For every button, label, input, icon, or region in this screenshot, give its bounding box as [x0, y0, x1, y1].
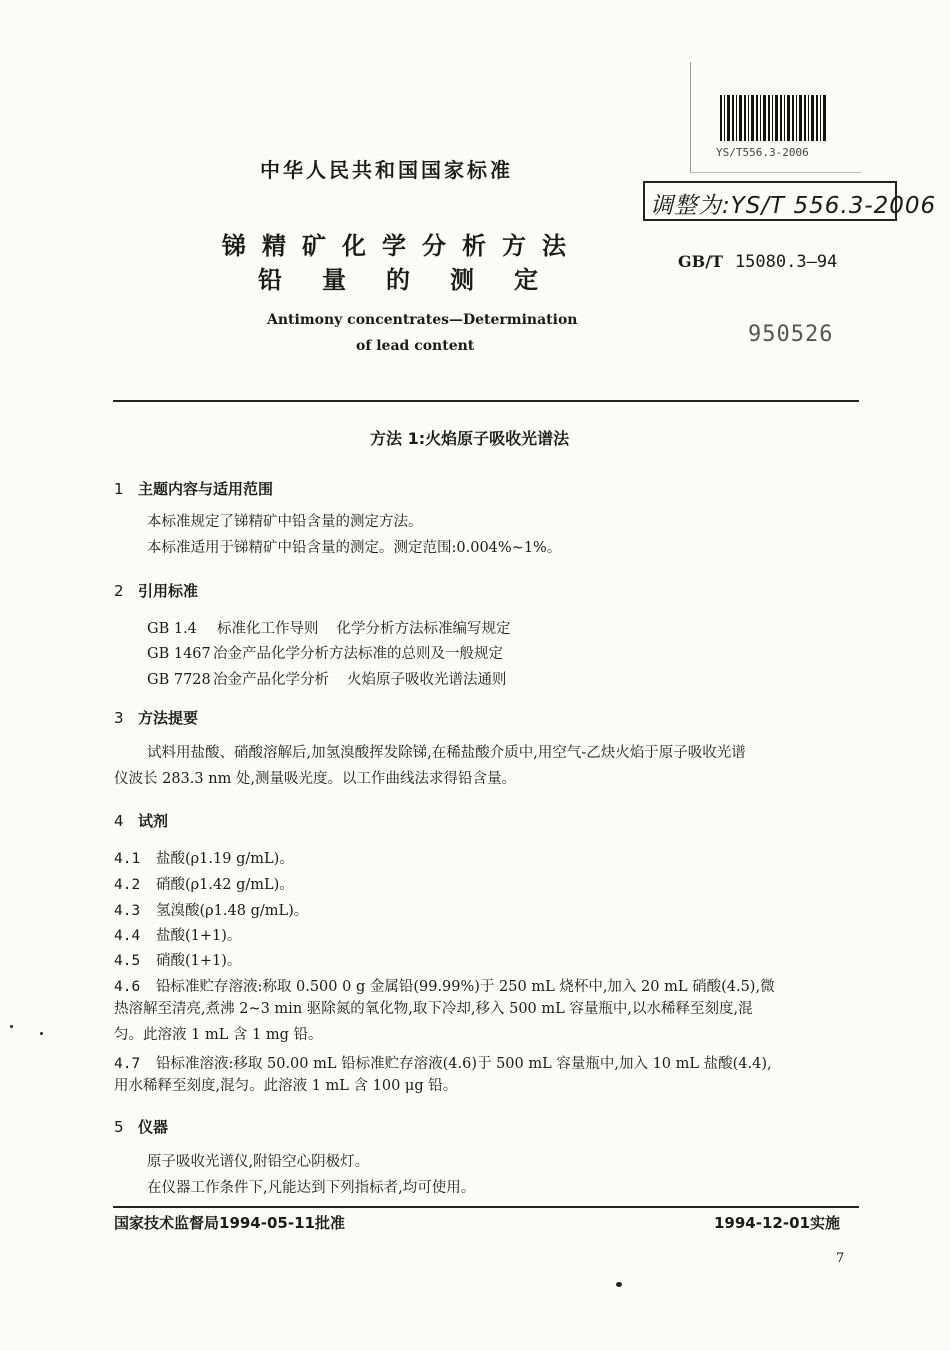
section-4-heading — [114, 810, 168, 831]
section-3-heading — [114, 707, 198, 728]
barcode-image — [720, 95, 828, 141]
reference-code: GB 7728 — [147, 672, 211, 688]
top-divider — [113, 400, 859, 402]
standard-prefix: GB/T — [678, 252, 723, 271]
section-number: 3 — [114, 709, 124, 727]
effective-date: 1994-12-01实施 — [714, 1214, 840, 1232]
section-number: 1 — [114, 480, 124, 498]
scan-speck — [616, 1282, 622, 1287]
reagent-item — [114, 847, 294, 868]
reagent-item — [114, 899, 308, 920]
reference-item — [147, 668, 507, 689]
reagent-item — [114, 873, 294, 894]
section-5-para-1: 原子吸收光谱仪,附铅空心阴极灯。 — [147, 1154, 370, 1170]
approval-date: 国家技术监督局1994-05-11批准 — [114, 1214, 345, 1232]
section-3-line-1: 试料用盐酸、硝酸溶解后,加氢溴酸挥发除锑,在稀盐酸介质中,用空气-乙炔火焰于原子吸收光谱 — [147, 745, 746, 761]
section-5-heading — [114, 1116, 168, 1137]
scan-speck — [40, 1032, 43, 1035]
reference-code: GB 1467 — [147, 646, 211, 662]
section-title: 试剂 — [138, 812, 169, 830]
item-number: 4.1 — [114, 851, 141, 867]
item-number: 4.7 — [114, 1056, 141, 1072]
standard-number: 15080.3—94 — [734, 252, 838, 272]
reagent-item — [114, 949, 241, 970]
method-title: 方法 1:火焰原子吸收光谱法 — [370, 429, 570, 448]
section-1-para-1: 本标准规定了锑精矿中铅含量的测定方法。 — [147, 514, 423, 530]
section-title: 方法提要 — [138, 709, 199, 727]
item-number: 4.5 — [114, 953, 141, 969]
section-3-line-2: 仪波长 283.3 nm 处,测量吸光度。以工作曲线法求得铅含量。 — [114, 771, 517, 787]
bottom-divider — [113, 1206, 859, 1208]
reference-text: 标准化工作导则 — [217, 621, 319, 637]
item-text-line-1: 铅标准溶液:移取 50.00 mL 铅标准贮存溶液(4.6)于 500 mL 容量瓶中,加入 10 mL 盐酸(4.4), — [156, 1056, 772, 1072]
reference-code: GB 1.4 — [147, 621, 197, 637]
scan-speck — [10, 1025, 13, 1028]
section-1-para-2: 本标准适用于锑精矿中铅含量的测定。测定范围:0.004%~1%。 — [147, 540, 562, 556]
item-text: 氢溴酸(ρ1.48 g/mL)。 — [156, 903, 309, 919]
document-title-line1: 锑精矿化学分析方法 — [222, 232, 582, 260]
document-title-line2: 铅量的测定 — [258, 266, 578, 294]
item-number: 4.3 — [114, 903, 141, 919]
reference-text: 冶金产品化学分析方法标准的总则及一般规定 — [213, 646, 503, 662]
item-text-line-2: 热溶解至清亮,煮沸 2~3 min 驱除氮的氧化物,取下冷却,移入 500 mL 容量瓶中,以水稀释至刻度,混 — [114, 1001, 753, 1017]
adjustment-note: 调整为:YS/T 556.3-2006 — [650, 193, 937, 219]
section-number: 2 — [114, 582, 124, 600]
section-number: 4 — [114, 812, 124, 830]
section-number: 5 — [114, 1118, 124, 1136]
reagent-item-4-6 — [114, 975, 775, 996]
item-text: 盐酸(ρ1.19 g/mL)。 — [156, 851, 294, 867]
section-1-heading — [114, 478, 273, 499]
reference-text-2: 火焰原子吸收光谱法通则 — [347, 672, 507, 688]
item-text-line-1: 铅标准贮存溶液:称取 0.500 0 g 金属铅(99.99%)于 250 mL 烧杯中,加入 20 mL 硝酸(4.5),微 — [156, 979, 775, 995]
section-title: 引用标准 — [138, 582, 199, 600]
standard-code — [678, 252, 837, 272]
item-text: 盐酸(1+1)。 — [156, 928, 242, 944]
item-number: 4.2 — [114, 877, 141, 893]
item-text: 硝酸(1+1)。 — [156, 953, 242, 969]
item-number: 4.4 — [114, 928, 141, 944]
reference-item — [147, 642, 503, 663]
section-title: 主题内容与适用范围 — [138, 480, 274, 498]
section-2-heading — [114, 580, 198, 601]
section-title: 仪器 — [138, 1118, 169, 1136]
page-number: 7 — [836, 1251, 845, 1266]
barcode-number: YS/T556.3-2006 — [716, 146, 809, 159]
reference-item — [147, 617, 511, 638]
reference-text: 冶金产品化学分析 — [213, 672, 329, 688]
stamp-number: 950526 — [748, 322, 834, 347]
reagent-item-4-7 — [114, 1052, 772, 1073]
national-standard-heading: 中华人民共和国国家标准 — [260, 158, 513, 182]
item-text-line-3: 匀。此溶液 1 mL 含 1 mg 铅。 — [114, 1027, 323, 1043]
item-number: 4.6 — [114, 979, 141, 995]
english-title-line1: Antimony concentrates—Determination — [267, 312, 578, 328]
item-text-line-2: 用水稀释至刻度,混匀。此溶液 1 mL 含 100 μg 铅。 — [114, 1078, 458, 1094]
section-5-para-2: 在仪器工作条件下,凡能达到下列指标者,均可使用。 — [147, 1180, 476, 1196]
english-title-line2: of lead content — [356, 338, 475, 354]
item-text: 硝酸(ρ1.42 g/mL)。 — [156, 877, 294, 893]
reagent-item — [114, 924, 241, 945]
reference-text-2: 化学分析方法标准编写规定 — [336, 621, 511, 637]
